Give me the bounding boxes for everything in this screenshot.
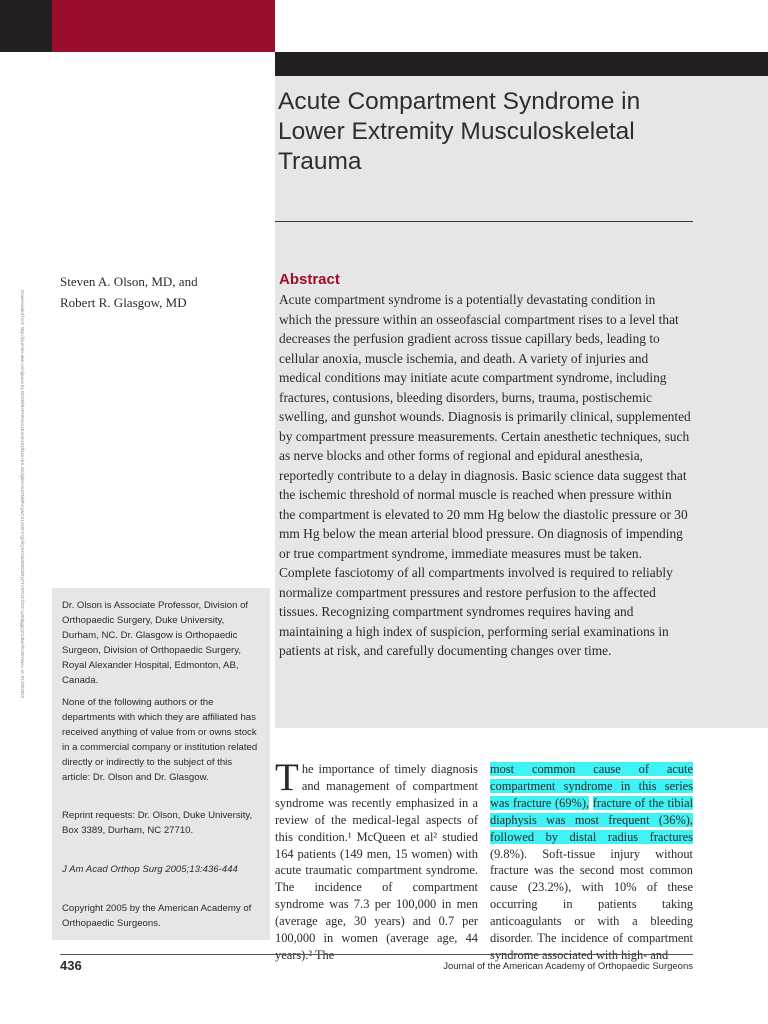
affiliation-note: Dr. Olson is Associate Professor, Division of Orthopaedic Surgery, Duke University, Durham, NC. Dr. Glasgow is Orthopaedic Surgeon, Division of Orthopaedic Surgery, Royal Alexander Hospital, Edmonton, AB, Canada. bbox=[62, 600, 249, 686]
body-column-1-text: he importance of timely diagnosis and management of compartment syndrome was recently emphasized in a review of the medical-legal aspects of this condition.¹ McQueen et al² studied 164 patients (149 men, 15 women) with acute traumatic compartment syndrome. The incidence of compartment syndrome was 7.3 per 100,000 in men (average age, 30 years) and 0.7 per 100,000 in women (average age, 44 bbox=[275, 762, 478, 946]
body-column-2 bbox=[490, 761, 693, 964]
download-notice: Downloaded from http://journals.lww.com/jaaos by BhDMf5ePHKav1zEoum1tQfN4a+kJLhEZgbsIHo4XMi0hCywCX1AWnYQp/IlQrHD3i3D0OdRyi7TvSFl4Cf3VC1y0abggQZXdtwnfKZBYtws= on 01/28/2022 bbox=[20, 290, 25, 699]
disclosure-note: None of the following authors or the departments with which they are affiliated has received anything of value from or owns stock in a commercial company or institution related directly or indirectly to the subject of this article: Dr. Olson and Dr. Glasgow. bbox=[62, 697, 258, 783]
author-info-box bbox=[52, 588, 270, 940]
abstract-heading: Abstract bbox=[279, 271, 340, 288]
reprint-note: Reprint requests: Dr. Olson, Duke University, Box 3389, Durham, NC 27710. bbox=[62, 810, 253, 836]
header-red-block bbox=[52, 0, 275, 52]
author-line-1: Steven A. Olson, MD, and bbox=[60, 274, 198, 289]
page-number: 436 bbox=[60, 958, 82, 973]
journal-name: Journal of the American Academy of Orthopaedic Surgeons bbox=[443, 961, 693, 972]
title-divider bbox=[275, 221, 693, 222]
highlighted-text-2: fracture of the tibial diaphysis was most frequent (36%), followed by distal radius fractures bbox=[490, 795, 694, 844]
body-column-1 bbox=[275, 756, 478, 964]
footer-divider bbox=[60, 954, 693, 955]
highlighted-text-1: most common cause of acute compartment syndrome in this series was fracture (69%), bbox=[490, 762, 693, 810]
drop-cap: T bbox=[275, 756, 299, 799]
copyright-note: Copyright 2005 by the American Academy of Orthopaedic Surgeons. bbox=[62, 903, 252, 929]
abstract-text: Acute compartment syndrome is a potentially devastating condition in which the pressure within an osseofascial compartment rises to a level that decreases the perfusion gradient across tissue capillary beds, leading to cellular anoxia, muscle ischemia, and death. A variety of injuries and medical conditions may initiate acute compartment syndrome, including fractures, contusions, bleeding disorders, burns, trauma, postischemic swelling, and gunshot wounds. Diagnosis is primarily clinical, supplemented by compartment pressure measurements. Certain anesthetic techniques, such as nerve blocks and other forms of regional and epidural anesthesia, reportedly contribute to a delay in diagnosis. Basic science data suggest that the ischemic threshold of normal muscle is reached when pressure within the compartment is elevated to 20 mm Hg below the diastolic pressure or 30 mm Hg below the mean arterial blood pressure. On diagnosis of impending or true compartment syndrome, immediate measures must be taken. Complete fasciotomy of all compartments involved is required to reliably normalize compartment pressures and restore perfusion to the affected tissues. Recognizing compartment syndromes requires having and maintaining a high index of suspicion, performing serial examinations in patients at risk, and carefully documenting changes over time. bbox=[279, 292, 691, 658]
author-line-2: Robert R. Glasgow, MD bbox=[60, 295, 187, 310]
article-title: Acute Compartment Syndrome in Lower Extremity Musculoskeletal Trauma bbox=[278, 88, 641, 175]
citation-note: J Am Acad Orthop Surg 2005;13:436-444 bbox=[62, 864, 238, 875]
header-dark-bar bbox=[275, 52, 768, 76]
body-column-2-text: (9.8%). Soft-tissue injury without fracture was the second most common cause (23.2%), with 10% of these occurring in patients taking anticoagulants or with a bleeding disorder. The incidence of compartment bbox=[490, 846, 693, 946]
header-black-block bbox=[0, 0, 52, 52]
